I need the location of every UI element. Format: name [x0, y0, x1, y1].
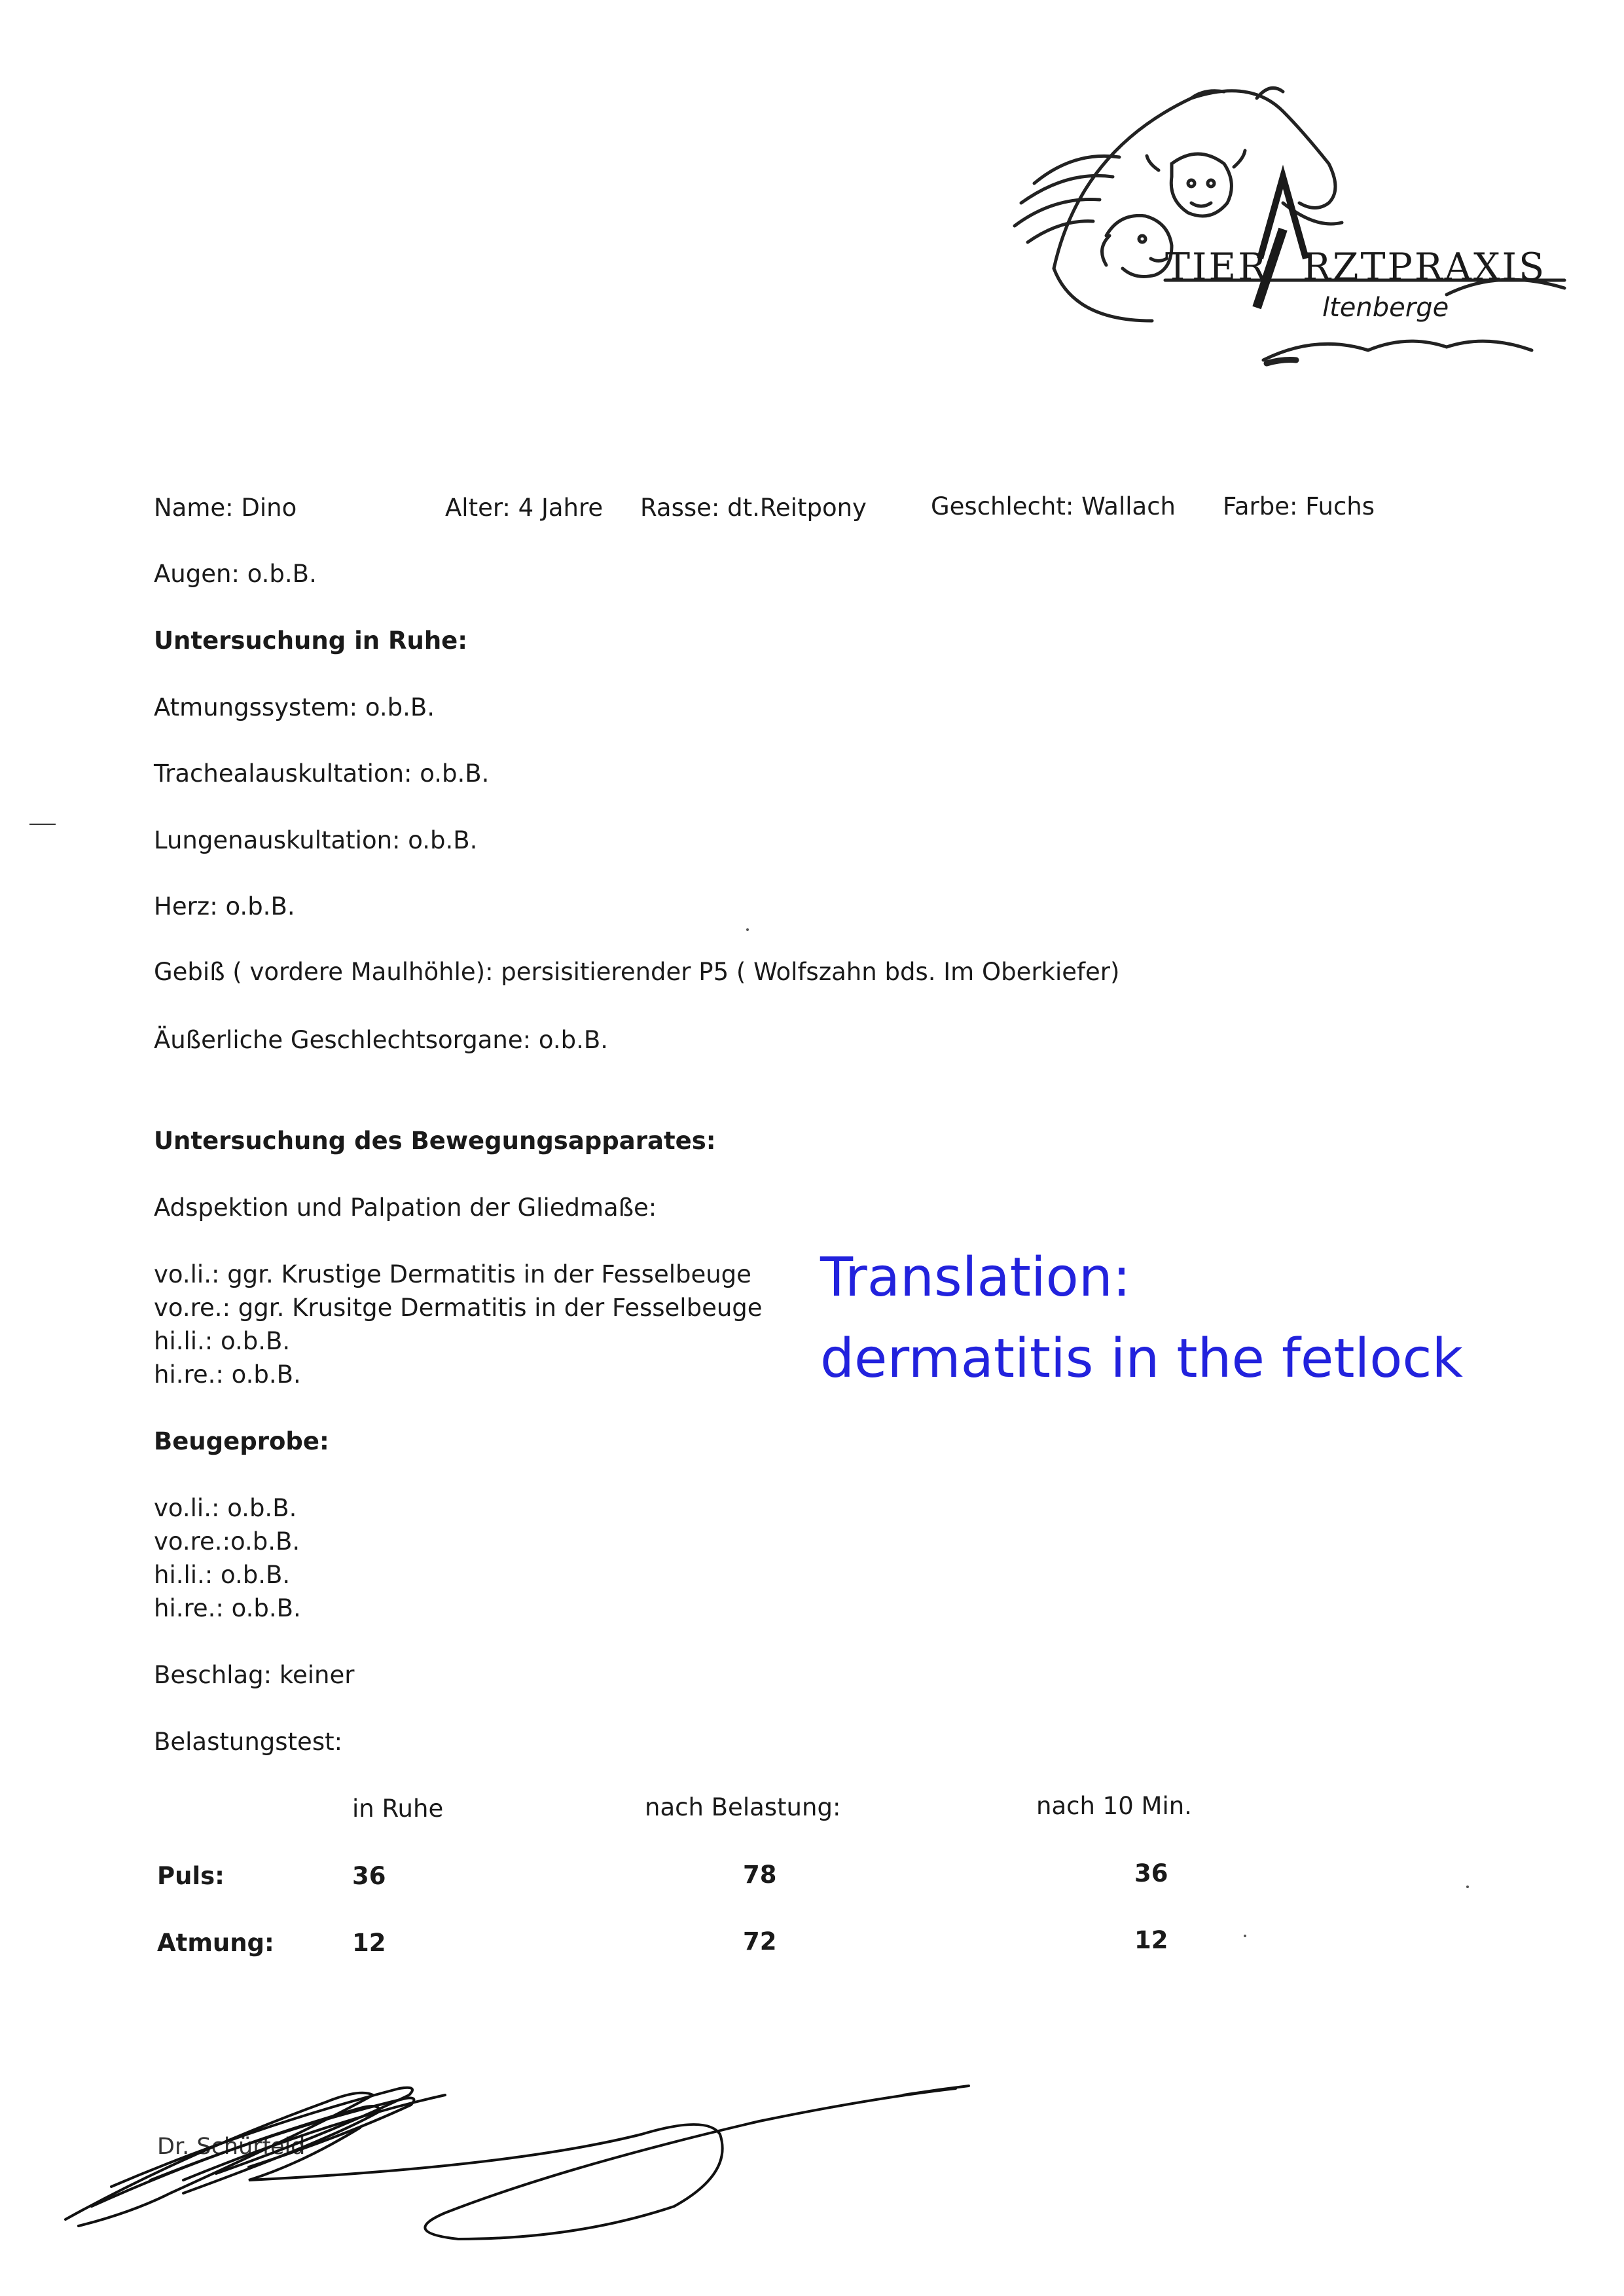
palpation-line: vo.li.: ggr. Krustige Dermatitis in der Fesselbeuge — [154, 1260, 751, 1288]
brand-location: ltenberge — [1322, 293, 1449, 323]
shoeing-finding: Beschlag: keiner — [154, 1661, 355, 1689]
table-header-rest: in Ruhe — [352, 1795, 444, 1823]
scan-dot — [1466, 1886, 1469, 1888]
translation-line: Translation: — [820, 1247, 1131, 1309]
scan-dot — [746, 928, 749, 931]
flexion-line: vo.li.: o.b.B. — [154, 1494, 297, 1522]
patient-sex: Geschlecht: Wallach — [931, 492, 1176, 520]
patient-age: Alter: 4 Jahre — [445, 494, 604, 522]
patient-name: Name: Dino — [154, 494, 297, 522]
rest-exam-line: Atmungssystem: o.b.B. — [154, 693, 435, 721]
table-row-label: Atmung: — [157, 1929, 274, 1957]
table-header-after-10min: nach 10 Min. — [1036, 1792, 1192, 1820]
flexion-line: hi.re.: o.b.B. — [154, 1594, 301, 1622]
rest-exam-line: Äußerliche Geschlechtsorgane: o.b.B. — [154, 1026, 608, 1054]
palpation-line: hi.li.: o.b.B. — [154, 1327, 291, 1355]
flexion-line: hi.li.: o.b.B. — [154, 1561, 291, 1589]
table-row-label: Puls: — [157, 1862, 225, 1890]
brand-name-arztpraxis: RZTPRAXIS — [1303, 246, 1547, 289]
patient-breed: Rasse: dt.Reitpony — [640, 494, 867, 522]
table-cell: 12 — [1134, 1926, 1168, 1954]
movement-exam-heading: Untersuchung des Bewegungsapparates: — [154, 1127, 716, 1155]
patient-color: Farbe: Fuchs — [1223, 492, 1375, 520]
rest-exam-line: Gebiß ( vordere Maulhöhle): persisitierender P5 ( Wolfszahn bds. Im Oberkiefer) — [154, 958, 1120, 986]
palpation-label: Adspektion und Palpation der Gliedmaße: — [154, 1194, 657, 1222]
translation-note — [820, 1237, 1463, 1400]
scan-mark — [29, 824, 56, 825]
palpation-line: vo.re.: ggr. Krusitge Dermatitis in der Fesselbeuge — [154, 1294, 763, 1322]
eyes-finding: Augen: o.b.B. — [154, 560, 317, 588]
table-cell: 78 — [743, 1861, 777, 1889]
stress-test-label: Belastungstest: — [154, 1728, 343, 1756]
table-cell: 12 — [352, 1929, 386, 1957]
table-header-after-load: nach Belastung: — [645, 1793, 841, 1821]
palpation-line: hi.re.: o.b.B. — [154, 1360, 301, 1389]
brand-name-tier: TIER — [1165, 246, 1269, 289]
table-cell: 72 — [743, 1927, 777, 1956]
signature-name: Dr. Schürfeld — [157, 2134, 306, 2160]
rest-exam-line: Trachealauskultation: o.b.B. — [154, 759, 490, 788]
practice-logo-icon — [975, 72, 1578, 380]
rest-exam-line: Lungenauskultation: o.b.B. — [154, 826, 478, 854]
rest-exam-heading: Untersuchung in Ruhe: — [154, 627, 468, 655]
handwritten-signature-icon — [52, 2023, 982, 2252]
translation-line: dermatitis in the fetlock — [820, 1328, 1463, 1390]
flexion-heading: Beugeprobe: — [154, 1427, 329, 1455]
rest-exam-line: Herz: o.b.B. — [154, 892, 295, 920]
table-cell: 36 — [1134, 1859, 1168, 1887]
scan-dot — [1244, 1935, 1246, 1937]
flexion-line: vo.re.:o.b.B. — [154, 1527, 300, 1556]
table-cell: 36 — [352, 1862, 386, 1890]
